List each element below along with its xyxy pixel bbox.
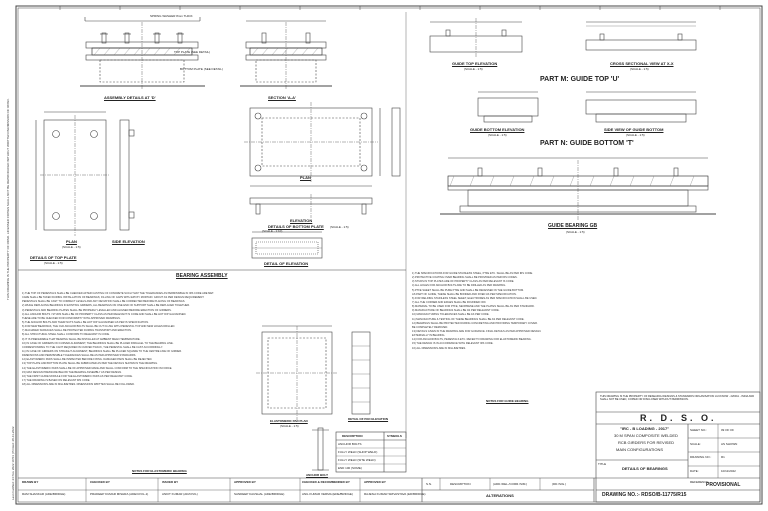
- note-line: BE COMPLETELY REMOVED.: [412, 325, 448, 329]
- assembly-detail-title: ASSEMBLY DETAILS AT 'D': [104, 95, 156, 100]
- sig-name: RAM SHANKAR (ADE/BRIDGE): [22, 492, 66, 496]
- elastomeric-pad-title: ELASTOMERIC PAD PLAN: [270, 419, 308, 423]
- note-line: 15) THE DESIGN IS IN ACCORDANCE WITH RELEVANT IRS CODE.: [412, 342, 494, 346]
- note-line: 7) ALL THE CORNER AND EDGES SHALL BE ROUNDED OFF.: [412, 300, 487, 304]
- elastomeric-notes: [22, 292, 262, 387]
- note-line: CARE SHALL BE TAKEN DURING INSTALLATION OF BEARINGS; FILLING OF GAPS WITH EPOXY MORTAR / GROUT AS PER DESIGN REQUIREMENT.: [22, 296, 205, 300]
- drawing-number: DRAWING NO.:- RDSO/B-11775/R15: [602, 492, 687, 498]
- guide-bearing-notes: [412, 272, 612, 351]
- plan-left-title: PLAN: [66, 239, 77, 244]
- note-line: 2) PROTECTIVE COATING OVER BEARING SHALL BE PROVIDED AS PER IRS CODES.: [412, 276, 518, 280]
- guide-bearing-notes-title: NOTES FOR GUIDE BEARING: [486, 399, 529, 403]
- sig-role: APPROVED BY: [364, 480, 386, 484]
- guide-bearing-scale: (SCALE - 1:5): [566, 230, 585, 234]
- scale-value: AS SHOWN: [721, 442, 738, 446]
- note-line: THESE ARE TO BE CHECKED FOR CONFORMITY WITH APPROVED DRAWINGS.: [22, 316, 121, 320]
- note-line: PEDESTALS SHALL BE CAST TO CORRECT LEVELS AND ANY DEVIATION SHALL BE CORRECTED BEFORE PLACING OF BEARINGS.: [22, 300, 186, 304]
- sig-role: CHECKED & RECOMMENDED BY: [302, 480, 350, 484]
- alteration-col-desc: DESCRIPTION: [450, 482, 471, 486]
- plan-top-title: PLAN: [300, 175, 311, 180]
- note-line: 6) FOR NEW BEARINGS, THE OLD ANCHOR BOLTS SHALL BE CUT FLUSH WITH PEDESTAL TOP AND NEW HOLES DRILLED.: [22, 325, 176, 329]
- sig-role: APPROVED BY: [234, 480, 256, 484]
- note-line: 12) BEARINGS SHALL BE PROTECTED DURING CONCRETING AND PROVIDING TEMPORARY COVER.: [412, 321, 538, 325]
- alterations-title: ALTERATIONS: [486, 493, 514, 498]
- anchor-bolt-title: ANCHOR BOLT: [306, 473, 328, 477]
- sig-name: PRADEEP KUMAR MISHRA (ADE/CIVIL-1): [90, 492, 149, 496]
- title-label: TITLE: [598, 462, 607, 466]
- note-line: 5) PTFE SHEET SHALL BE PURE PTFE AND SHALL BE RECESSED IN THE GUIDE BOTTOM.: [412, 288, 524, 292]
- note-line: CORRESPONDING TO THE CANT REQUIRED IN CURVED TRACK, THE PEDESTAL SHALL BE CAST ACCORDINGLY.: [22, 345, 163, 349]
- schedule-header-description: DESCRIPTION: [342, 434, 363, 438]
- guide-top-elevation-scale: (SCALE - 1:5): [464, 67, 483, 71]
- margin-stamp: Last modified: 24 Nov 2022 10:53 | Printed: 28-11-2022: [11, 426, 15, 500]
- sheet-no: 09 OF 09: [721, 428, 734, 432]
- side-elevation-title: SIDE ELEVATION: [112, 239, 145, 244]
- date-value: 10/11/2022: [721, 469, 736, 473]
- note-line: 9) MANUFACTURE OF BEARINGS SHALL BE AS PER RELEVANT CODE.: [412, 309, 500, 313]
- side-view-scale: (SCALE - 1:5): [626, 133, 645, 137]
- details-bottom-plate-scale: (SCALE - 1:5): [330, 225, 349, 229]
- guide-bearing-title: GUIDE BEARING GB: [548, 223, 598, 229]
- drawing-no-small-label: DRAWING NO.:: [690, 455, 712, 459]
- drawing-title: DETAILS OF BEARINGS: [622, 466, 668, 471]
- sig-name: ANIL KUMAR VERMA (EDE/BRIDGE): [302, 492, 353, 496]
- note-line: 10) MANUFACTURING TOLERANCES SHALL BE AS PER CODE.: [412, 313, 490, 317]
- details-bottom-plate-title: DETAILS OF BOTTOM PLATE: [268, 224, 324, 229]
- note-line: DIMENSIONS AND PERMISSIBLE TOLERANCES SHALL BE AS PER APPROVED STANDARDS.: [22, 354, 137, 358]
- note-line: 15) MAX DESIGN PRESSURE BELOW THE BEARING ASSEMBLY AS PER DESIGN.: [22, 370, 122, 374]
- note-line: 4) ALL HOLES FOR ANCHOR BOLTS ARE TO BE DRILLED AS PER DRAWING.: [412, 284, 506, 288]
- elevation-bottom-title: ELEVATION: [290, 218, 313, 223]
- section-aa-title: SECTION 'A-A': [268, 95, 296, 100]
- note-line: 17) THE DRAWING IS BASED ON RELEVANT IRS CODE.: [22, 378, 91, 382]
- project-line-3: RCB GIRDERS FOR REVISED: [618, 440, 675, 445]
- sig-name: ANKIT KUMAR (AD/CIVIL): [162, 492, 198, 496]
- sheet-no-label: SHEET NO.:: [690, 428, 707, 432]
- sig-role: ISSUED BY: [162, 480, 179, 484]
- note-line: 5) THE ANCHOR BOLTS AND THEIR NUTS SHALL BE HOT DIP GALVANISED AS PER IS SPECIFICATION.: [22, 320, 149, 324]
- schedule-header-symbols: SYMBOLS: [387, 434, 402, 438]
- guide-bottom-elevation-title: GUIDE BOTTOM ELEVATION: [470, 127, 525, 132]
- sig-role: CHECKED BY: [90, 480, 110, 484]
- top-plate-label: TOP PLATE (SEE DETAIL): [174, 50, 211, 54]
- note-line: 13) DETAILS GIVEN IN THE DRAWING ARE FOR GUIDANCE. FINAL DETAILS AS PER APPROVED DESIGN.: [412, 329, 542, 333]
- note-line: 11) MANUFACTURE & TESTING OF THESE BEARINGS SHALL BE AS PER RELEVANT CODE.: [412, 317, 525, 321]
- note-line: 14) THE ELASTOMERIC PADS SHALL BE OF APPROVED MAKE AND SHALL CONFORM TO THE SPECIFICATION IN FORCE.: [22, 366, 173, 370]
- note-line: 3) PEDESTALS AND BEARING PLATES SHALL BE PROPERLY LEVELLED AND ALIGNED BEFORE ERECTION OF GIRDERS.: [22, 308, 172, 312]
- note-line: EXTERNALLY IN BEARING.: [412, 334, 446, 338]
- note-line: 8) ALL STRUCTURAL STEEL SHALL CONFORM TO RELEVANT IS CODE.: [22, 333, 110, 337]
- side-ownership-text: THIS DRAWING IS THE PROPERTY OF RDSO. LICENSED COPIES SHALL NOT BE REPRODUCED WITHOUT WRITTEN PERMISSION OF RDSO.: [6, 98, 10, 300]
- sig-role: DRAWN BY: [22, 480, 39, 484]
- details-top-plate-scale: (SCALE - 1:5): [44, 261, 63, 265]
- guide-bottom-scale: (SCALE - 1:5): [488, 133, 507, 137]
- cross-section-title: CROSS SECTIONAL VIEW AT X-X: [610, 61, 674, 66]
- note-line: 2) WHILE REPLACING BEARINGS IN EXISTING GIRDERS, ALL BEARINGS ON ONE END OF SUPPORT SHALL BE REPLACED TOGETHER.: [22, 304, 190, 308]
- note-line: 14) FOR ANCHOR BOLTS, PEDESTALS ETC. REFER TO DRAWING FOR ELASTOMERIC BEARING.: [412, 338, 532, 342]
- pad-scale: (SCALE - 1:10): [262, 229, 283, 233]
- part-m-title: PART M: GUIDE TOP 'U': [540, 76, 620, 83]
- elastomeric-notes-title: NOTES FOR ELASTOMERIC BEARING: [132, 469, 187, 473]
- details-top-plate-title: DETAILS OF TOP PLATE: [30, 255, 77, 260]
- alteration-col-sn: S.N.: [426, 482, 432, 486]
- pad-elevation-title: DETAIL OF PAD ELEVATION: [348, 417, 389, 421]
- alteration-col-ref: (ADD./DEL./CORR./SIM.): [493, 482, 528, 486]
- note-line: 9) IT IS PREFERABLE THAT BEARING SHALL BE INSTALLED AT AMBIENT MEAN TEMPERATURE.: [22, 337, 141, 341]
- project-line-2: 30 M SPAN COMPOSITE WELDED: [614, 433, 678, 438]
- status-provisional: PROVISIONAL: [706, 482, 741, 488]
- note-line: 3) STUDS IN TOP PLATES ARE OF PROPERTY CLASS AS PER RELEVANT IS CODE.: [412, 280, 515, 284]
- note-line: 10) IN CASE OF GIRDERS ON CURVED ALIGNMENT, THE BEARINGS SHALL BE PLACED PARALLEL TO THE BEARING LINE.: [22, 341, 174, 345]
- drawing-no-small: R1: [721, 455, 725, 459]
- project-line-4: MAIN CONFIGURATIONS: [616, 447, 664, 452]
- note-line: AS PART OF GUIDE, THESE SHALL BE BONDED AND FIXED AS PER SPECIFICATION.: [412, 292, 517, 296]
- project-line-1: "IRC - B LOADING - 2017": [620, 426, 670, 431]
- spring-washer-label: SPRING WASHER 8mm THICK: [150, 14, 193, 18]
- note-line: 8) MATERIAL TO BE USED FOR PTFE, NEOPRENE AND THE PLATES SHALL BE AS PER STANDARD.: [412, 305, 535, 309]
- note-line: 6) FOR WELDING STAINLESS STEEL SHEET, ELECTRODES AS PER SPECIFICATION SHALL BE USED.: [412, 296, 538, 300]
- ownership-disclaimer: THIS DRAWING IS THE PROPERTY OF RESEARCH DESIGNS & STANDARDS ORGANISATION LUCKNOW - 226011 - INDIA AND SHALL NOT BE USED, COPIED OR DISCLOSED WITHOUT PERMISSION.: [600, 395, 755, 402]
- note-line: 13) TOP PLATE AND BOTTOM PLATE SHALL BE FABRICATED AS PER THE DETAILS SHOWN IN THE DRAWING.: [22, 362, 158, 366]
- bottom-plate-label: BOTTOM PLATE (SEE DETAIL): [180, 67, 223, 71]
- detail-of-elevation-title: DETAIL OF ELEVATION: [264, 261, 309, 266]
- note-line: 7) MACHINED SURFACES SHALL BE PROTECTED DURING TRANSPORT AND ERECTION.: [22, 329, 132, 333]
- note-line: 16) ALL DIMENSIONS ARE IN MILLIMETRES.: [412, 346, 466, 350]
- date-label: DATE:: [690, 469, 699, 473]
- note-line: 12) ELASTOMERIC PADS SHALL BE INSPECTED BEFORE FIXING. DAMAGED PADS SHALL BE REJECTED.: [22, 358, 153, 362]
- note-line: 16) THE FIRST GUIDE MODULE FOR THE ELASTOMERIC PADS AS PER RELEVANT CODE.: [22, 374, 133, 378]
- schedule-row: END 100 (SOME): [338, 466, 362, 470]
- cross-section-scale: (SCALE - 1:5): [630, 67, 649, 71]
- org-name: R. D. S. O.: [640, 413, 717, 423]
- plan-left-scale: (SCALE - 1:5): [62, 245, 81, 249]
- alteration-col-ok: (DD./SIG.): [552, 482, 566, 486]
- note-line: 1) THE TOP OF PEDESTALS SHALL BE CHECKED AFTER CASTING OF CONCRETE SUCH THAT THE TOLERANCES AS PERMISSIBLE IN IRS CODE ARE MET.: [22, 292, 215, 295]
- elastomeric-pad-scale: (SCALE - 1:5): [280, 424, 299, 428]
- bearing-assembly-title: BEARING ASSEMBLY: [176, 273, 228, 279]
- guide-top-elevation-title: GUIDE TOP ELEVATION: [452, 61, 498, 66]
- sig-name: SANDEEP KAUSHAL (ADE/BRIDGE): [234, 492, 285, 496]
- schedule-row: FULLY WELD (SITE WELD): [338, 458, 376, 462]
- schedule-row: ANCHOR BOLTS: [338, 442, 362, 446]
- side-view-guide-bottom-title: SIDE VIEW OF GUIDE BOTTOM: [604, 127, 664, 132]
- scale-label: SCALE:: [690, 442, 701, 446]
- sig-name: RAJESH KUMAR SRIVASTAVA (ED/BRIDGE): [364, 492, 426, 496]
- note-line: 1) THE SPECIFICATIONS FOR GUIDE STAINLESS STEEL, PTFE ETC. SHALL BE AS PER IRS CODE.: [412, 272, 533, 275]
- part-n-title: PART N: GUIDE BOTTOM 'T': [540, 140, 634, 147]
- reference-label: REFERENCE: [690, 480, 709, 484]
- note-line: 4) ALL ANCHOR BOLTS / STUDS SHALL BE OF PROPERTY CLASS AS PER RELEVANT IS CODE AND SHALL BE HOT DIP GALVANISED.: [22, 312, 187, 316]
- note-line: 11) IN CASE OF GIRDERS ON STRAIGHT ALIGNMENT, BEARINGS SHALL BE PLACED SQUARE TO THE CENTRE LINE OF GIRDER.: [22, 349, 182, 353]
- note-line: 18) ALL DIMENSIONS ARE IN MILLIMETRES. DIMENSIONS WRITTEN SHALL BE FOLLOWED.: [22, 383, 135, 387]
- schedule-row: FULLY WELD (SHOP WELD): [338, 450, 378, 454]
